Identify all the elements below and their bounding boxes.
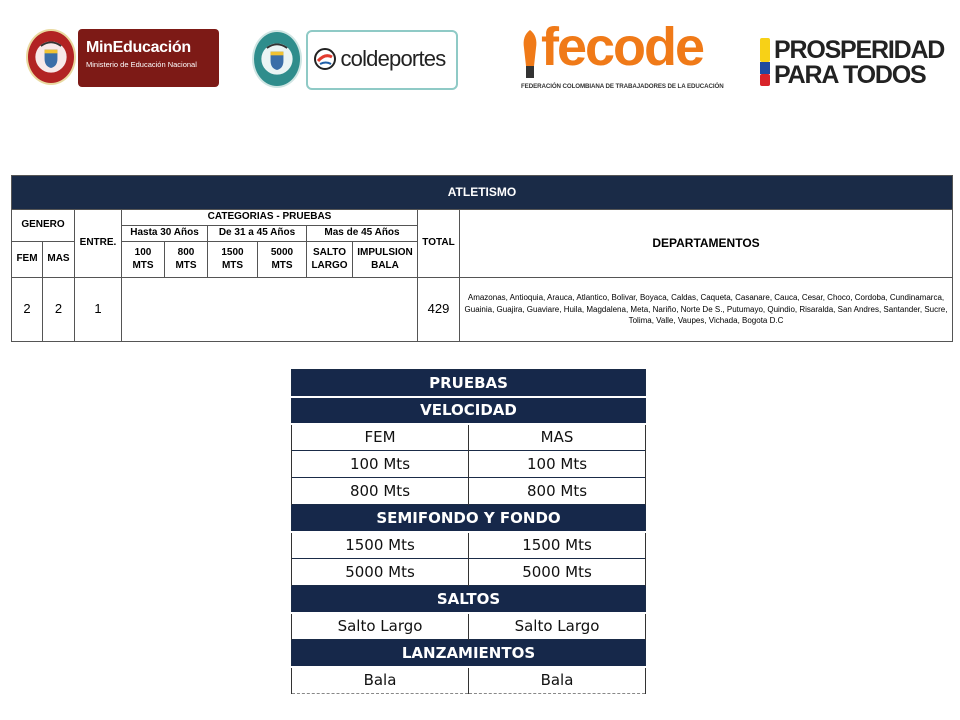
atletismo-title: ATLETISMO: [12, 176, 953, 210]
prueba-header: [307, 242, 353, 278]
fem-value: 2: [12, 278, 43, 342]
mineducacion-logo: [26, 29, 219, 87]
genero-header: GENERO: [12, 210, 75, 242]
coldeportes-wordmark: [306, 30, 458, 90]
prueba-line: 800: [177, 247, 195, 258]
age-group-header: Mas de 45 Años: [307, 226, 418, 242]
pruebas-table: [291, 369, 646, 694]
runner-icon: [314, 48, 336, 70]
fem-header: FEM: [12, 242, 43, 278]
age-group-header: Hasta 30 Años: [122, 226, 208, 242]
mas-header: MAS: [43, 242, 75, 278]
total-value: 429: [418, 278, 460, 342]
prosperidad-logo: [760, 36, 945, 92]
colombia-seal-icon: [252, 30, 302, 88]
prueba-mas-cell: 5000 Mts: [469, 559, 646, 586]
prueba-header: [258, 242, 307, 278]
prueba-line: 1500: [221, 247, 244, 258]
colombia-seal-icon: [26, 29, 76, 85]
categorias-header: CATEGORIAS - PRUEBAS: [122, 210, 418, 226]
prueba-line: SALTO: [313, 247, 346, 258]
departamentos-header: DEPARTAMENTOS: [460, 210, 953, 278]
section-header: SEMIFONDO Y FONDO: [292, 505, 646, 532]
prueba-mas-cell: 1500 Mts: [469, 532, 646, 559]
prueba-header: [122, 242, 165, 278]
fecode-subtitle: FEDERACIÓN COLOMBIANA DE TRABAJADORES DE LA EDUCACIÓN: [521, 83, 724, 90]
prueba-fem-cell: 800 Mts: [292, 478, 469, 505]
section-header: VELOCIDAD: [292, 397, 646, 424]
coldeportes-logo: [252, 28, 459, 92]
categorias-empty-cell: [122, 278, 418, 342]
prueba-header: [353, 242, 418, 278]
prueba-fem-cell: Salto Largo: [292, 613, 469, 640]
mineducacion-wordmark: [78, 29, 219, 87]
prueba-line: MTS: [175, 259, 197, 271]
mas-value: 2: [43, 278, 75, 342]
entre-value: 1: [75, 278, 122, 342]
atletismo-table: [11, 175, 953, 342]
section-header: SALTOS: [292, 586, 646, 613]
prueba-mas-cell: 100 Mts: [469, 451, 646, 478]
prueba-line: BALA: [371, 259, 399, 271]
prueba-line: LARGO: [311, 259, 348, 271]
prueba-fem-cell: 5000 Mts: [292, 559, 469, 586]
prueba-line: 5000: [270, 247, 294, 258]
prueba-mas-cell: Bala: [469, 667, 646, 694]
fem-column-header: FEM: [292, 424, 469, 451]
fecode-logo: [517, 17, 724, 94]
prueba-line: 100: [134, 247, 152, 258]
mineducacion-subtitle: Ministerio de Educación Nacional: [86, 60, 197, 69]
coldeportes-title: coldeportes: [340, 46, 446, 71]
prueba-line: IMPULSION: [357, 247, 413, 258]
prueba-header: [208, 242, 258, 278]
colombia-flag-icon: [760, 38, 770, 86]
section-header: LANZAMIENTOS: [292, 640, 646, 667]
prueba-header: [165, 242, 208, 278]
entre-header: ENTRE.: [75, 210, 122, 278]
prueba-fem-cell: Bala: [292, 667, 469, 694]
age-group-header: De 31 a 45 Años: [208, 226, 307, 242]
prueba-line: MTS: [132, 259, 154, 271]
prueba-mas-cell: Salto Largo: [469, 613, 646, 640]
prueba-fem-cell: 100 Mts: [292, 451, 469, 478]
total-header: TOTAL: [418, 210, 460, 278]
pruebas-title: PRUEBAS: [292, 370, 646, 397]
departamentos-value: Amazonas, Antioquia, Arauca, Atlantico, Bolivar, Boyaca, Caldas, Caqueta, Casanare, Cauca, Cesar, Choco, Cordoba, Cundinamarca, Guainia, Guajira, Guaviare, Huila, Magdalena, Meta, Nariño, Norte De S., Putumayo, Quindio, Risaralda, San Andres, Santander, Sucre, Tolima, Valle, Vaupes, Vichada, Bogota D.C: [460, 278, 953, 342]
prueba-mas-cell: 800 Mts: [469, 478, 646, 505]
prosperidad-line2: PARA TODOS: [774, 61, 926, 89]
prosperidad-line1: PROSPERIDAD: [774, 36, 945, 64]
prueba-line: MTS: [271, 259, 293, 271]
prueba-fem-cell: 1500 Mts: [292, 532, 469, 559]
pen-icon: [519, 28, 541, 82]
mineducacion-title: MinEducación: [86, 39, 191, 56]
fecode-title: fecode: [541, 17, 704, 77]
mas-column-header: MAS: [469, 424, 646, 451]
prueba-line: MTS: [221, 259, 244, 271]
